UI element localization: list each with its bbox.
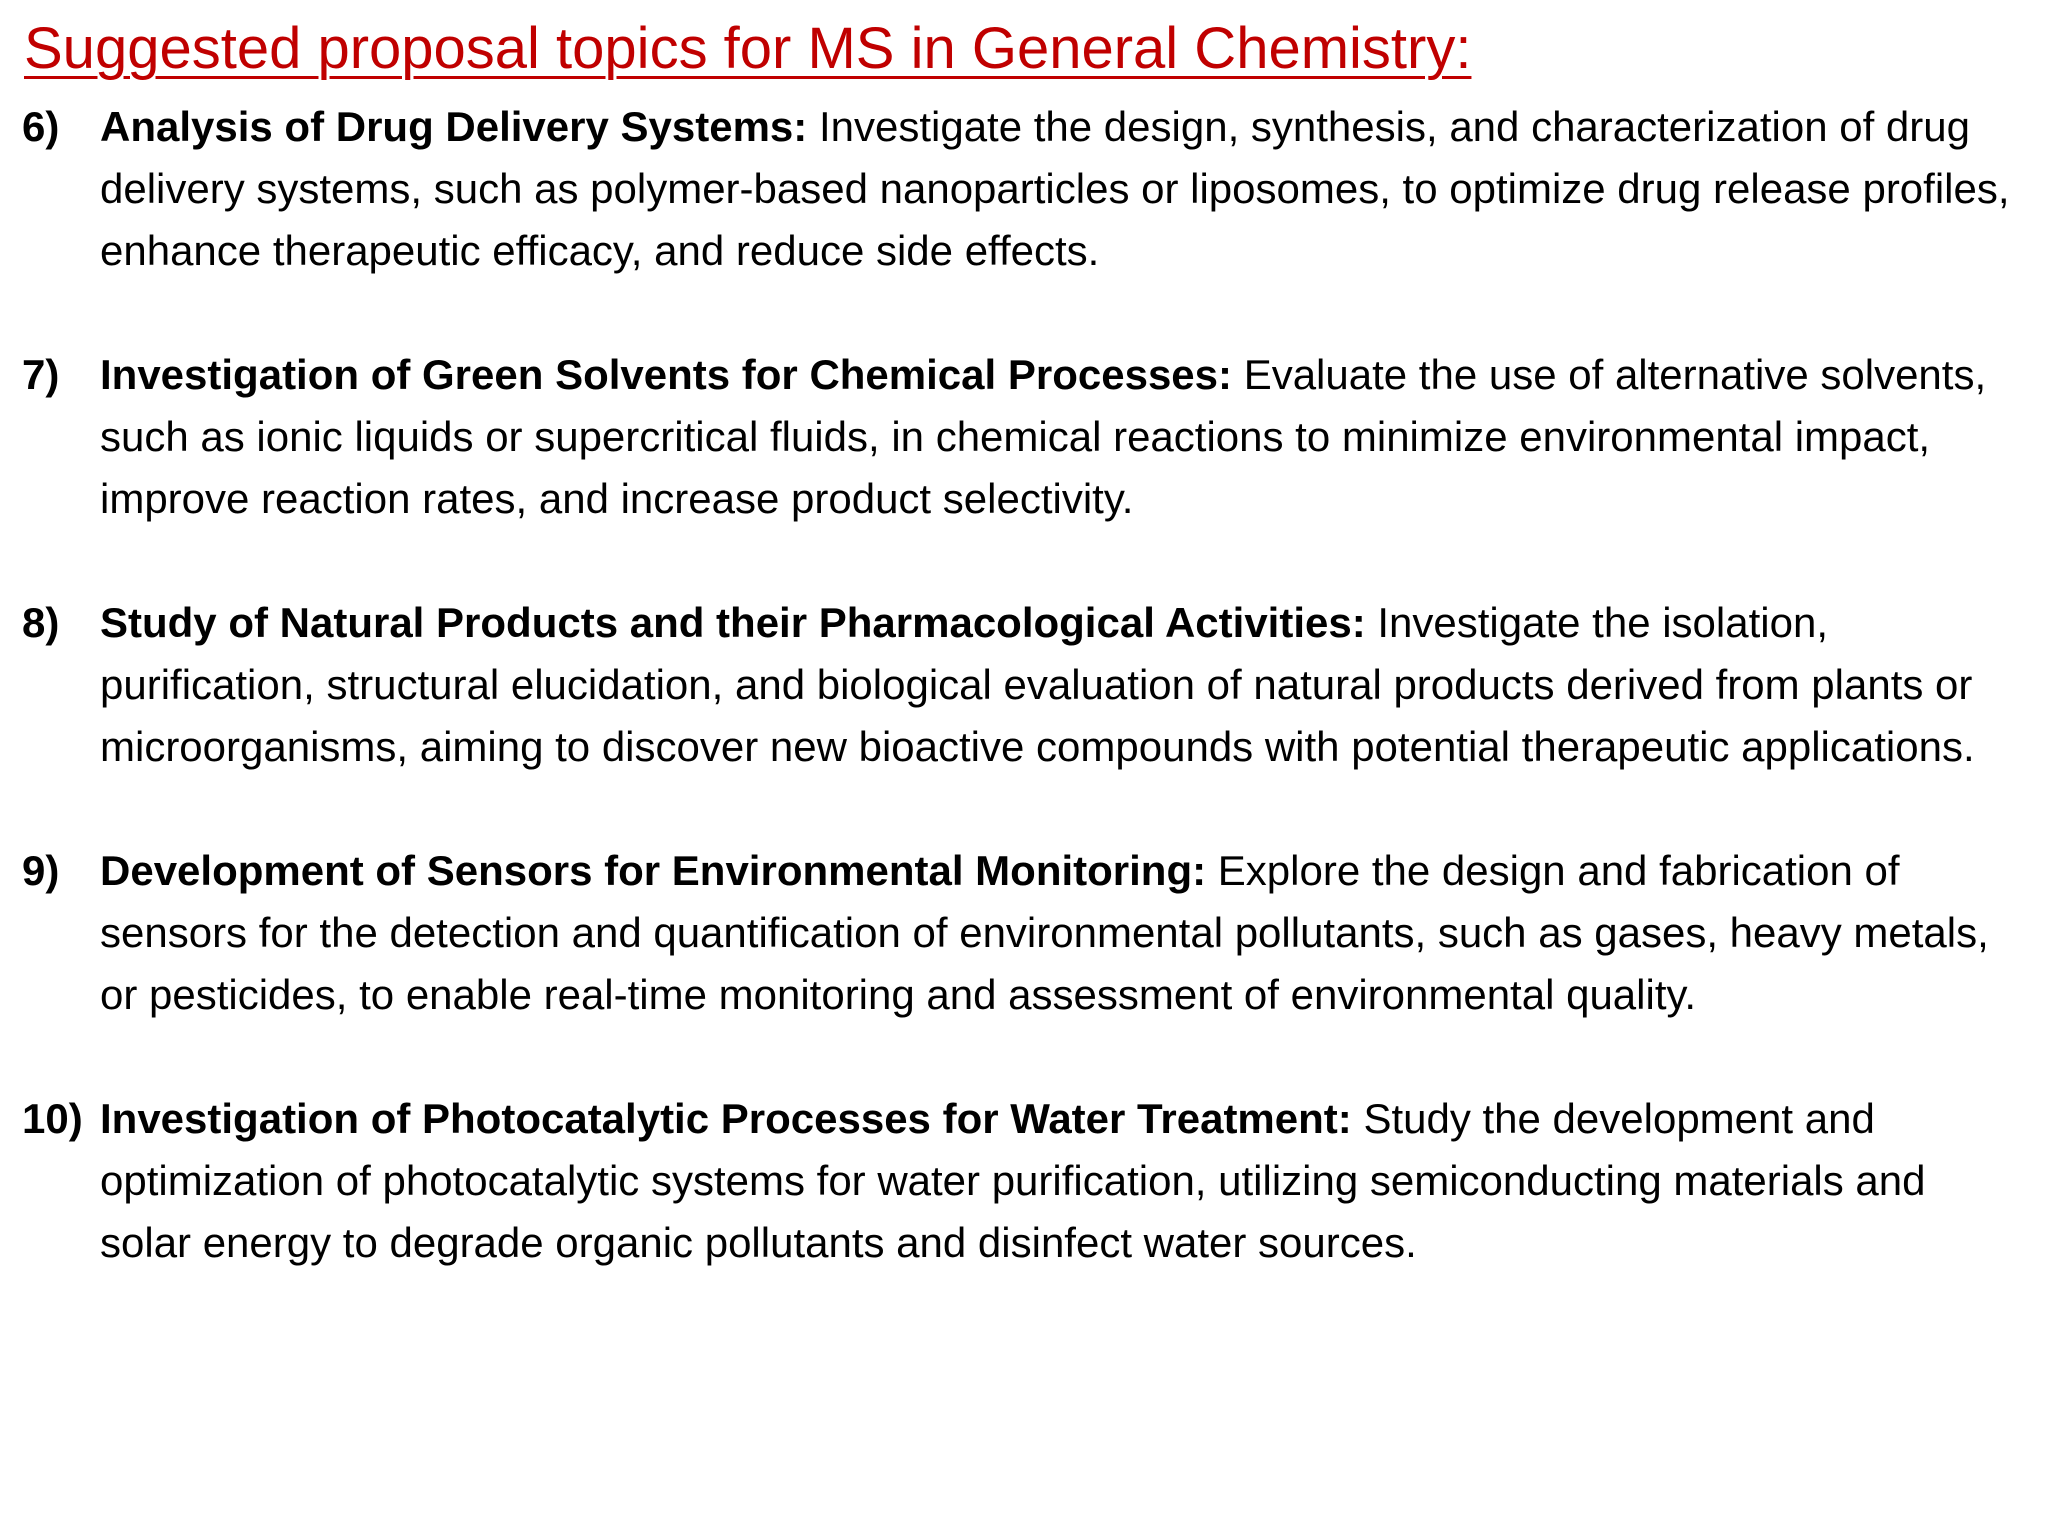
topic-list bbox=[22, 96, 2022, 1274]
topic-body bbox=[100, 344, 2022, 530]
topic-heading: Investigation of Green Solvents for Chemical Processes: bbox=[100, 351, 1233, 398]
slide-title: Suggested proposal topics for MS in General Chemistry: bbox=[24, 16, 1472, 81]
topic-heading: Investigation of Photocatalytic Processes for Water Treatment: bbox=[100, 1095, 1352, 1142]
topic-number: 6) bbox=[22, 103, 60, 150]
topic-number: 8) bbox=[22, 599, 60, 646]
list-item bbox=[22, 344, 2022, 530]
topic-description: Study the development and optimization of photocatalytic systems for water purification, utilizing semiconducting materials and solar energy to degrade organic pollutants and disinfect water sources. bbox=[100, 1095, 1926, 1266]
topic-body bbox=[100, 840, 2022, 1026]
topic-number: 7) bbox=[22, 351, 60, 398]
topic-number: 10) bbox=[22, 1095, 83, 1142]
topic-description: Investigate the isolation, purification, structural elucidation, and biological evaluation of natural products derived from plants or microorganisms, aiming to discover new bioactive compounds with potential therapeutic applications. bbox=[100, 599, 1975, 770]
list-item bbox=[22, 840, 2022, 1026]
topic-body bbox=[100, 592, 2022, 778]
topic-body bbox=[100, 96, 2022, 282]
list-item bbox=[22, 592, 2022, 778]
topic-heading: Study of Natural Products and their Pharmacological Activities: bbox=[100, 599, 1366, 646]
topic-description: Investigate the design, synthesis, and characterization of drug delivery systems, such as polymer-based nanoparticles or liposomes, to optimize drug release profiles, enhance therapeutic efficacy, and reduce side effects. bbox=[100, 103, 2010, 274]
list-item bbox=[22, 1088, 2022, 1274]
list-item bbox=[22, 96, 2022, 282]
topic-description: Explore the design and fabrication of sensors for the detection and quantification of environmental pollutants, such as gases, heavy metals, or pesticides, to enable real-time monitoring and assessment of environmental quality. bbox=[100, 847, 1989, 1018]
topic-heading: Development of Sensors for Environmental Monitoring: bbox=[100, 847, 1207, 894]
topic-body bbox=[100, 1088, 2022, 1274]
topic-heading: Analysis of Drug Delivery Systems: bbox=[100, 103, 808, 150]
topic-description: Evaluate the use of alternative solvents, such as ionic liquids or supercritical fluids, in chemical reactions to minimize environmental impact, improve reaction rates, and increase product selectivity. bbox=[100, 351, 1987, 522]
topic-number: 9) bbox=[22, 847, 60, 894]
